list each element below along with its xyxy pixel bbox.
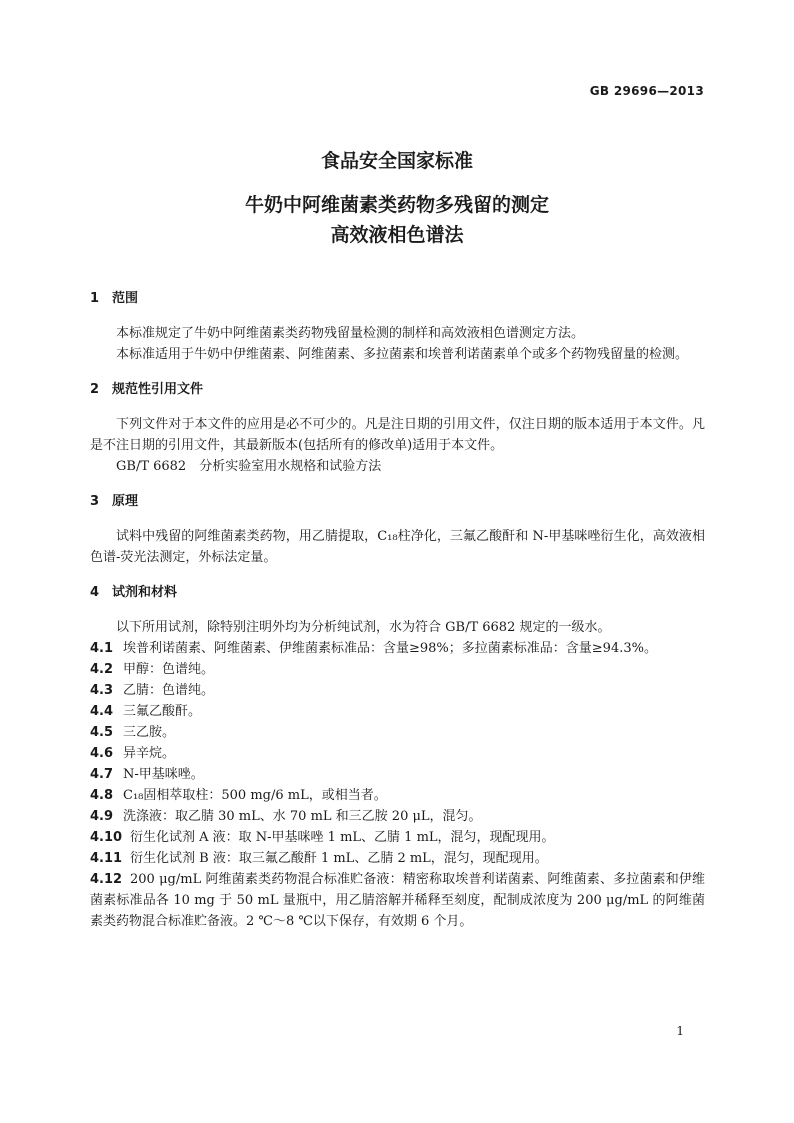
list-item bbox=[90, 659, 705, 680]
list-item bbox=[90, 848, 705, 869]
section-number: 2 bbox=[90, 382, 100, 397]
section-title: 试剂和材料 bbox=[112, 585, 178, 600]
paragraph: 本标准规定了牛奶中阿维菌素类药物残留量检测的制样和高效液相色谱测定方法。 bbox=[116, 326, 585, 341]
national-standard-title: 食品安全国家标准 bbox=[320, 150, 473, 172]
paragraph: 试料中残留的阿维菌素类药物，用乙腈提取，C₁₈柱净化，三氟乙酸酐和 N-甲基咪唑衍生化，高效液相色谱-荧光法测定，外标法定量。 bbox=[90, 529, 705, 565]
item-text: 异辛烷。 bbox=[123, 746, 176, 761]
list-item bbox=[90, 869, 705, 932]
list-item bbox=[90, 764, 705, 785]
item-text: N-甲基咪唑。 bbox=[123, 767, 204, 782]
item-text: 200 μg/mL 阿维菌素类药物混合标准贮备液：精密称取埃普利诺菌素、阿维菌素、多拉菌素和伊维菌素标准品各 10 mg 于 50 mL 量瓶中，用乙腈溶解并稀释至刻度，配制成浓度为 200 μg/mL 的阿维菌素类药物混合标准贮备液。2 ℃～8 ℃以下保存，有效期 6 个月。 bbox=[90, 872, 705, 929]
section-heading-principle bbox=[90, 491, 705, 512]
page-number: 1 bbox=[676, 1024, 684, 1038]
list-item bbox=[90, 701, 705, 722]
section-title: 规范性引用文件 bbox=[112, 382, 204, 397]
item-number: 4.7 bbox=[90, 767, 114, 782]
item-number: 4.10 bbox=[90, 830, 123, 845]
list-item bbox=[90, 827, 705, 848]
item-number: 4.4 bbox=[90, 704, 114, 719]
list-item bbox=[90, 722, 705, 743]
list-item bbox=[90, 806, 705, 827]
list-item bbox=[90, 638, 705, 659]
section-number: 3 bbox=[90, 494, 100, 509]
item-text: 衍生化试剂 B 液：取三氟乙酸酐 1 mL、乙腈 2 mL，混匀，现配现用。 bbox=[130, 851, 548, 866]
item-number: 4.5 bbox=[90, 725, 114, 740]
document-subtitle: 高效液相色谱法 bbox=[330, 224, 464, 246]
item-number: 4.6 bbox=[90, 746, 114, 761]
section-heading-reagents bbox=[90, 582, 705, 603]
item-text: 洗涤液：取乙腈 30 mL、水 70 mL 和三乙胺 20 μL，混匀。 bbox=[123, 809, 482, 824]
item-text: 甲醇：色谱纯。 bbox=[123, 662, 215, 677]
paragraph: 以下所用试剂，除特别注明外均为分析纯试剂，水为符合 GB/T 6682 规定的一级水。 bbox=[116, 620, 611, 635]
item-number: 4.9 bbox=[90, 809, 114, 824]
item-text: 衍生化试剂 A 液：取 N-甲基咪唑 1 mL、乙腈 1 mL，混匀，现配现用。 bbox=[130, 830, 555, 845]
document-titles bbox=[0, 146, 794, 250]
reference-entry: GB/T 6682 分析实验室用水规格和试验方法 bbox=[116, 459, 382, 474]
list-item bbox=[90, 785, 705, 806]
item-text: C₁₈固相萃取柱：500 mg/6 mL，或相当者。 bbox=[123, 788, 387, 803]
item-number: 4.8 bbox=[90, 788, 114, 803]
item-text: 三乙胺。 bbox=[123, 725, 176, 740]
list-item bbox=[90, 743, 705, 764]
item-text: 乙腈：色谱纯。 bbox=[123, 683, 215, 698]
item-text: 三氟乙酸酐。 bbox=[123, 704, 202, 719]
section-heading-scope bbox=[90, 288, 705, 309]
item-number: 4.12 bbox=[90, 872, 123, 887]
item-number: 4.3 bbox=[90, 683, 114, 698]
section-heading-references bbox=[90, 379, 705, 400]
section-title: 范围 bbox=[112, 291, 139, 306]
paragraph: 本标准适用于牛奶中伊维菌素、阿维菌素、多拉菌素和埃普利诺菌素单个或多个药物残留量的检测。 bbox=[116, 347, 689, 362]
item-number: 4.11 bbox=[90, 851, 123, 866]
item-text: 埃普利诺菌素、阿维菌素、伊维菌素标准品：含量≥98%；多拉菌素标准品：含量≥94.3%。 bbox=[123, 641, 657, 656]
document-title: 牛奶中阿维菌素类药物多残留的测定 bbox=[244, 194, 549, 216]
section-title: 原理 bbox=[112, 494, 139, 509]
document-body bbox=[90, 288, 705, 932]
section-number: 4 bbox=[90, 585, 100, 600]
item-number: 4.2 bbox=[90, 662, 114, 677]
list-item bbox=[90, 680, 705, 701]
standard-code: GB 29696—2013 bbox=[589, 84, 704, 98]
section-number: 1 bbox=[90, 291, 100, 306]
item-number: 4.1 bbox=[90, 641, 114, 656]
paragraph: 下列文件对于本文件的应用是必不可少的。凡是注日期的引用文件，仅注日期的版本适用于本文件。凡是不注日期的引用文件，其最新版本(包括所有的修改单)适用于本文件。 bbox=[90, 417, 705, 453]
